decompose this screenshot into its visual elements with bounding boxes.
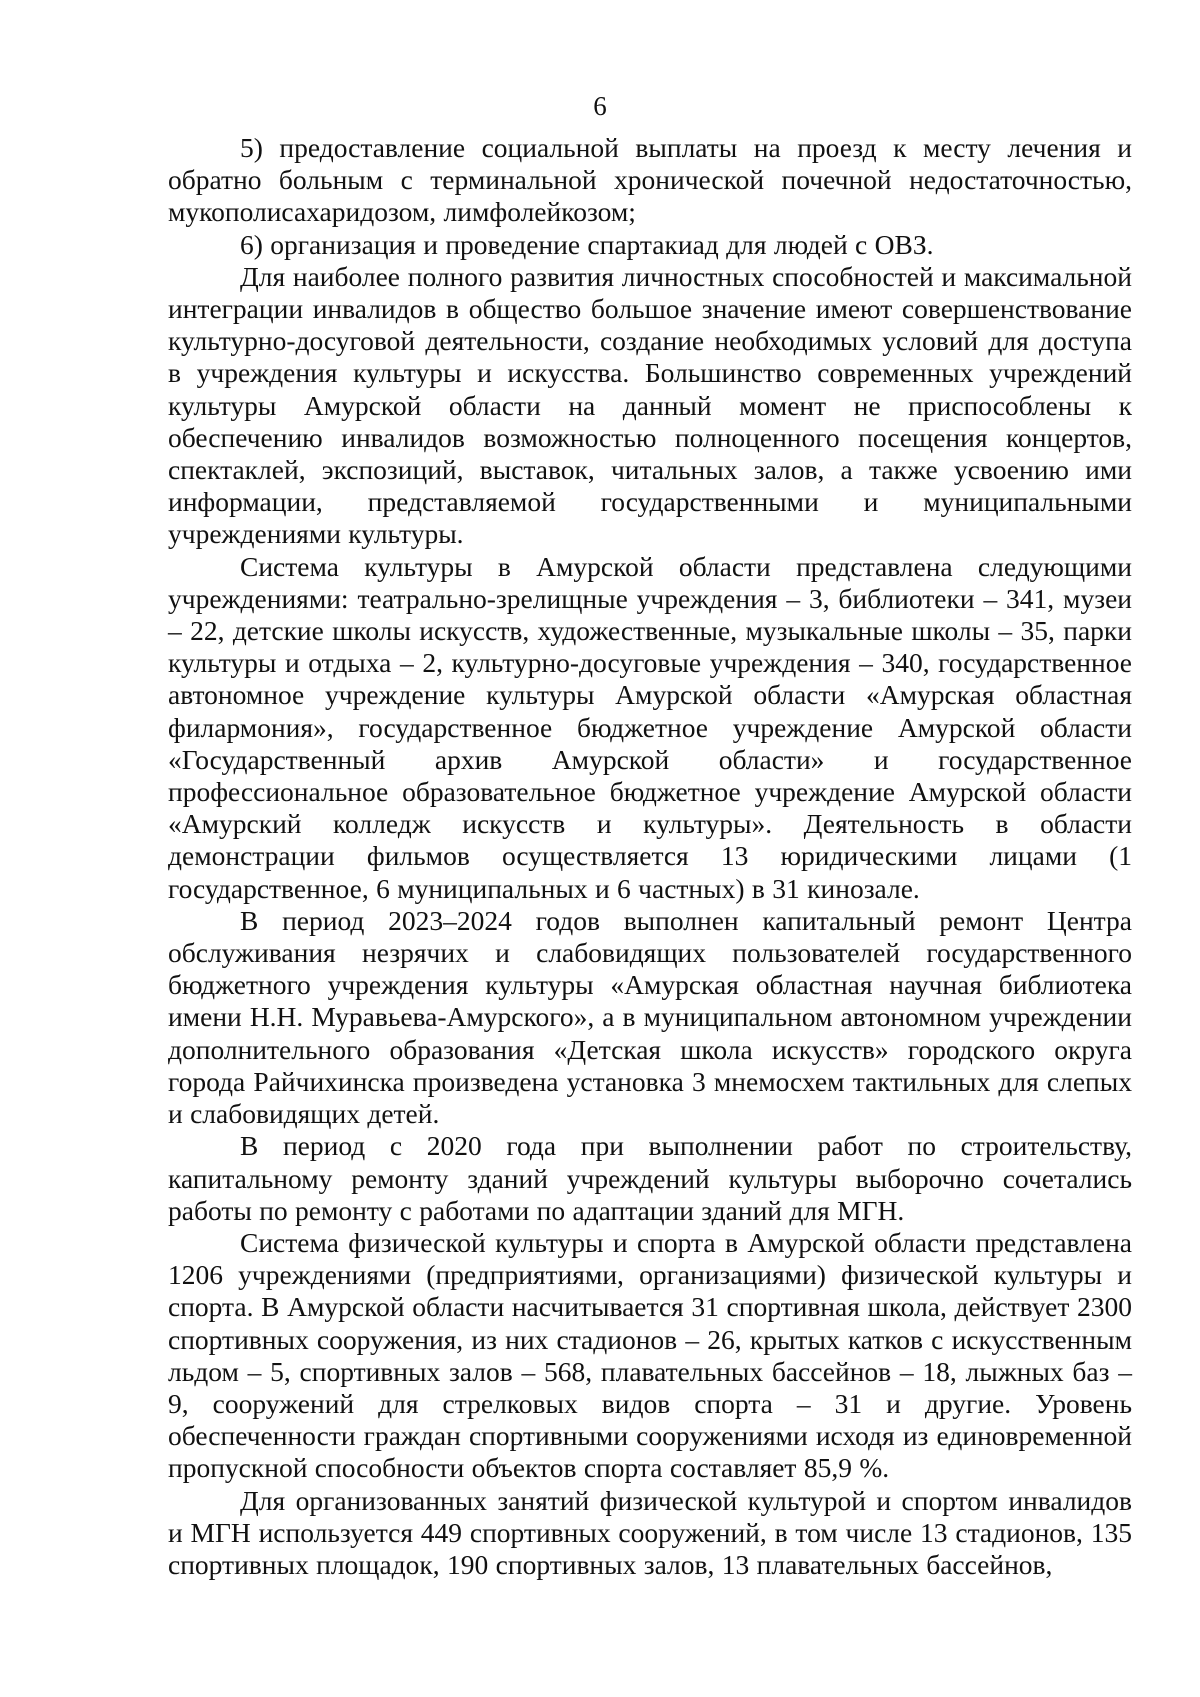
paragraph-repairs-2023-2024: В период 2023–2024 годов выполнен капитальный ремонт Центра обслуживания незрячих и слабовидящих пользователей государственного бюджетного учреждения культуры «Амурская областная научная библиотека имени Н.Н. Муравьева-Амурского», а в муниципальном автономном учреждении дополнительного образования «Детская школа искусств» городского округа города Райчихинска произведена установка 3 мнемосхем тактильных для слепых и слабовидящих детей. xyxy=(168,904,1132,1130)
paragraph-culture-access: Для наиболее полного развития личностных способностей и максимальной интеграции инвалидов в общество большое значение имеют совершенствование культурно-досуговой деятельности, создание необходимых условий для доступа в учреждения культуры и искусства. Большинство современных учреждений культуры Амурской области на данный момент не приспособлены к обеспечению инвалидов возможностью полноценного посещения концертов, спектаклей, экспозиций, выставок, читальных залов, а также усвоению ими информации, представляемой государственными и муниципальными учреждениями культуры. xyxy=(168,260,1132,550)
paragraph-item-5: 5) предоставление социальной выплаты на проезд к месту лечения и обратно больным с терминальной хронической почечной недостаточностью, мукополисахаридозом, лимфолейкозом; xyxy=(168,132,1132,228)
document-body xyxy=(168,132,1132,1581)
paragraph-sports-disabled: Для организованных занятий физической культурой и спортом инвалидов и МГН используется 449 спортивных сооружений, в том числе 13 стадионов, 135 спортивных площадок, 190 спортивных залов, 13 плавательных бассейнов, xyxy=(168,1484,1132,1580)
page-number: 6 xyxy=(593,91,607,121)
paragraph-since-2020: В период с 2020 года при выполнении работ по строительству, капитальному ремонту зданий учреждений культуры выборочно сочетались работы по ремонту с работами по адаптации зданий для МГН. xyxy=(168,1130,1132,1226)
paragraph-item-6: 6) организация и проведение спартакиад для людей с ОВЗ. xyxy=(240,228,934,260)
paragraph-culture-system: Система культуры в Амурской области представлена следующими учреждениями: театрально-зрелищные учреждения – 3, библиотеки – 341, музеи – 22, детские школы искусств, художественные, музыкальные школы – 35, парки культуры и отдыха – 2, культурно-досуговые учреждения – 340, государственное автономное учреждение культуры Амурской области «Амурская областная филармония», государственное бюджетное учреждение Амурской области «Государственный архив Амурской области» и государственное профессиональное образовательное бюджетное учреждение Амурской области «Амурский колледж искусств и культуры». Деятельность в области демонстрации фильмов осуществляется 13 юридическими лицами (1 государственное, 6 муниципальных и 6 частных) в 31 кинозале. xyxy=(168,550,1132,904)
paragraph-sports-system: Система физической культуры и спорта в Амурской области представлена 1206 учреждениями (предприятиями, организациями) физической культуры и спорта. В Амурской области насчитывается 31 спортивная школа, действует 2300 спортивных сооружения, из них стадионов – 26, крытых катков с искусственным льдом – 5, спортивных залов – 568, плавательных бассейнов – 18, лыжных баз – 9, сооружений для стрелковых видов спорта – 31 и другие. Уровень обеспеченности граждан спортивными сооружениями исходя из единовременной пропускной способности объектов спорта составляет 85,9 %. xyxy=(168,1226,1132,1484)
